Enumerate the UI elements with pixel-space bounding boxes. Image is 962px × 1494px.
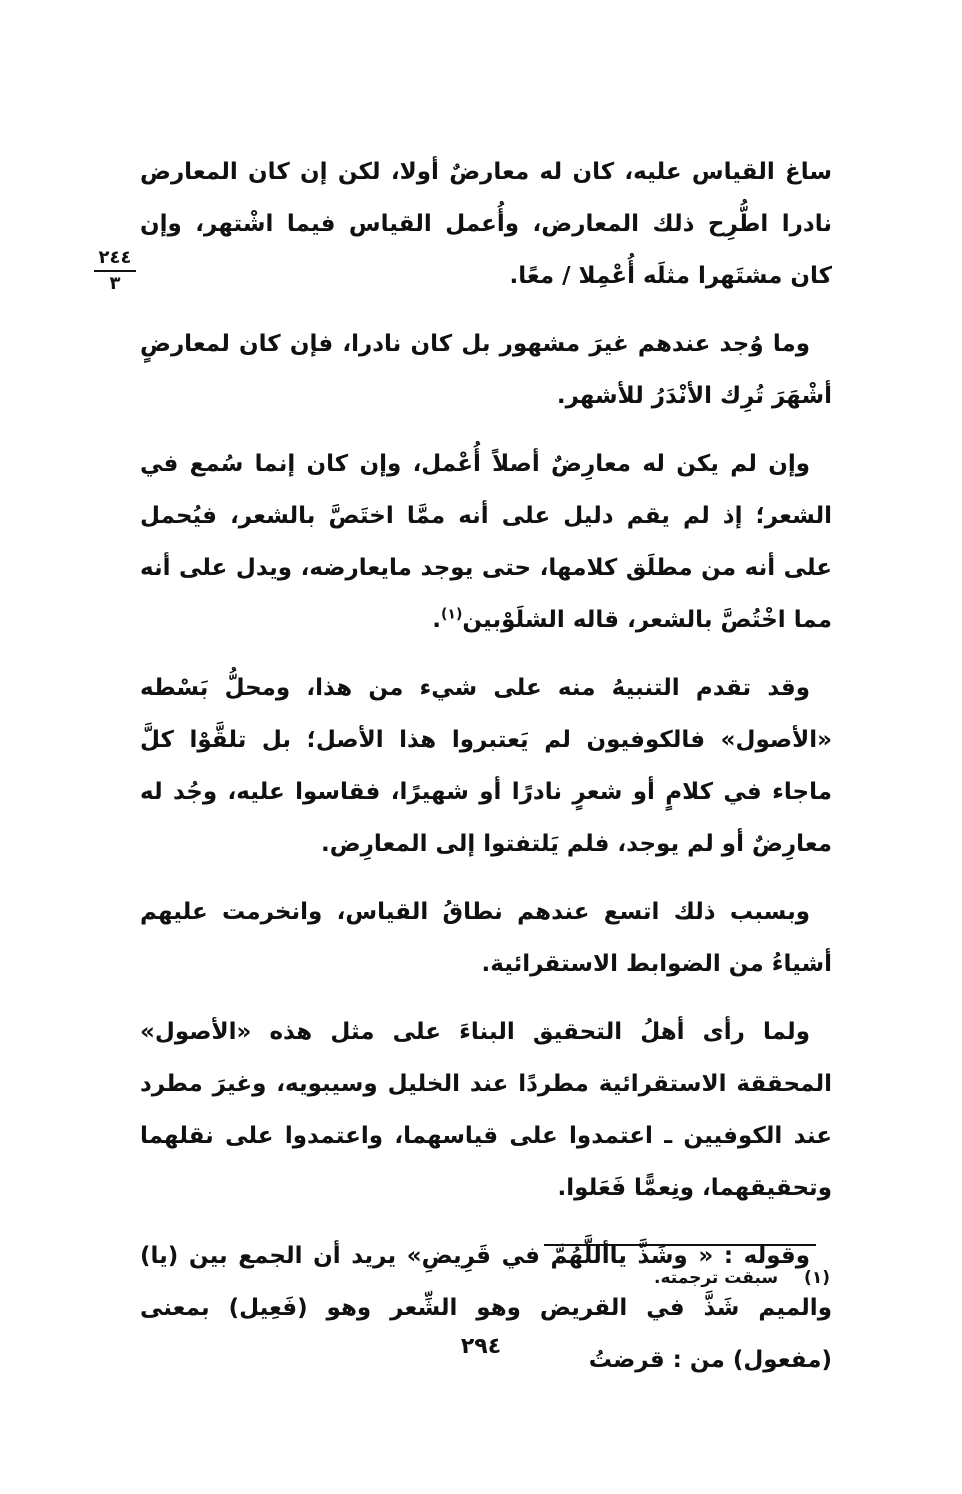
- margin-ref-divider: [94, 270, 136, 272]
- paragraph-6: ولما رأى أهلُ التحقيق البناءَ على مثل هذه «الأصول» المحققة الاستقرائية مطردًا عند الخليل وسيبويه، وغيرَ مطرد عند الكوفيين ـ اعتمدوا على قياسهما، واعتمدوا على نقلهما وتحقيقهما، ونِعمًّا فَعَلوا.: [140, 1019, 832, 1201]
- margin-ref-bottom: ٣: [109, 273, 121, 294]
- paragraph-3-end: .: [432, 607, 441, 633]
- main-text: [140, 146, 832, 1402]
- paragraph-2: وما وُجد عندهم غيرَ مشهور بل كان نادرا، فإن كان لمعارضٍ أشْهَرَ تُرِك الأنْدَرُ للأشهر.: [140, 331, 832, 409]
- paragraph-3: [140, 438, 832, 646]
- footnote: [330, 1268, 830, 1288]
- footnote-marker: (١): [441, 606, 463, 623]
- paragraph-4: وقد تقدم التنبيهُ منه على شيء من هذا، ومحلُّ بَسْطه «الأصول» فالكوفيون لم يَعتبروا هذا الأصل؛ بل تلقَّوْا كلَّ ماجاء في كلامٍ أو شعرٍ نادرًا أو شهيرًا، فقاسوا عليه، وجُد له معارِضٌ أو لم يوجد، فلم يَلتفتوا إلى المعارِض.: [140, 675, 832, 857]
- paragraph-3-text: وإن لم يكن له معارِضٌ أصلاً أُعْمل، وإن كان إنما سُمع في الشعر؛ إذ لم يقم دليل على أنه ممَّا اختَصَّ بالشعر، فيُحمل على أنه من مطلَق كلامها، حتى يوجد مايعارضه، ويدل على أنه مما اخْتُصَّ بالشعر، قاله الشلَوْبين: [140, 451, 832, 633]
- paragraph-1: ساغ القياس عليه، كان له معارضٌ أولا، لكن إن كان المعارض نادرا اطُّرِح ذلك المعارض، وأُعمل القياس فيما اشْتهر، وإن كان مشتَهرا مثلَه أُعْمِلا / معًا.: [140, 159, 832, 289]
- page-number: ٢٩٤: [460, 1334, 502, 1359]
- footnote-separator: [544, 1244, 816, 1246]
- footnote-text: سبقت ترجمته.: [654, 1268, 779, 1288]
- footnote-number: (١): [804, 1268, 830, 1288]
- paragraph-7: وقوله : « وشَذَّ ياأللَّهُمَّ في قَرِيضِ» يريد أن الجمع بين (يا) والميم شَذَّ في القريض وهو الشِّعر وهو (فَعِيل) بمعنى (مفعول) من : قرضتُ: [140, 1243, 832, 1373]
- margin-page-reference: [92, 248, 138, 294]
- margin-ref-top: ٢٤٤: [98, 247, 132, 268]
- paragraph-5: وبسبب ذلك اتسع عندهم نطاقُ القياس، وانخرمت عليهم أشياءُ من الضوابط الاستقرائية.: [140, 899, 832, 977]
